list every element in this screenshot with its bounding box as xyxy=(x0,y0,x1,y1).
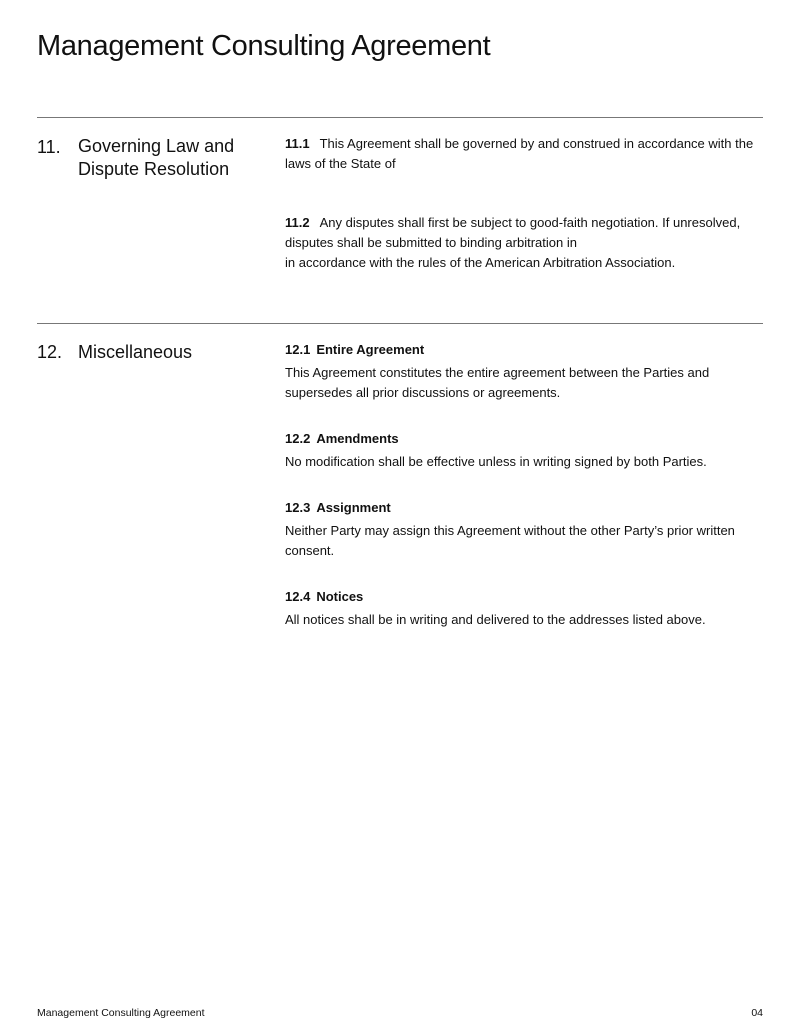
page-number: 04 xyxy=(751,1007,763,1019)
clause-text: Any disputes shall first be subject to good-faith negotiation. If unresolved, disputes shall be submitted to binding arbitration in xyxy=(285,215,741,250)
clause-text-continued: in accordance with the rules of the American Arbitration Association. xyxy=(285,255,676,270)
clause-number: 12.2 xyxy=(285,431,311,446)
clause-text: No modification shall be effective unless in writing signed by both Parties. xyxy=(285,454,707,469)
clause-number: 12.1 xyxy=(285,342,311,357)
section-title: Governing Law and Dispute Resolution xyxy=(78,136,235,179)
clause-number: 12.4 xyxy=(285,589,311,604)
divider xyxy=(37,117,763,118)
clause-text: Neither Party may assign this Agreement without the other Party’s prior written consent. xyxy=(285,523,735,558)
clause-text: This Agreement constitutes the entire agreement between the Parties and supersedes all prior discussions or agreements. xyxy=(285,365,710,400)
clause-12-2 xyxy=(285,429,765,472)
clause-12-4 xyxy=(285,587,765,630)
section-number: 11. xyxy=(37,137,61,157)
clause-number: 11.2 xyxy=(285,215,310,230)
clause-number: 11.1 xyxy=(285,136,310,151)
clause-text: All notices shall be in writing and delivered to the addresses listed above. xyxy=(285,612,706,627)
clause-11-1 xyxy=(285,134,760,174)
clause-heading: Notices xyxy=(316,589,364,604)
clause-heading: Assignment xyxy=(316,500,391,515)
clause-heading: Amendments xyxy=(316,431,399,446)
footer-title: Management Consulting Agreement xyxy=(37,1007,205,1019)
section-title: Miscellaneous xyxy=(78,342,193,362)
clause-12-3 xyxy=(285,498,755,561)
clause-11-2 xyxy=(285,213,765,273)
divider xyxy=(37,323,763,324)
clause-12-1 xyxy=(285,340,735,403)
section-number: 12. xyxy=(37,342,63,362)
clause-text: This Agreement shall be governed by and construed in accordance with the laws of the State of xyxy=(285,136,754,171)
clause-heading: Entire Agreement xyxy=(316,342,425,357)
page-title: Management Consulting Agreement xyxy=(37,30,491,62)
clause-number: 12.3 xyxy=(285,500,311,515)
